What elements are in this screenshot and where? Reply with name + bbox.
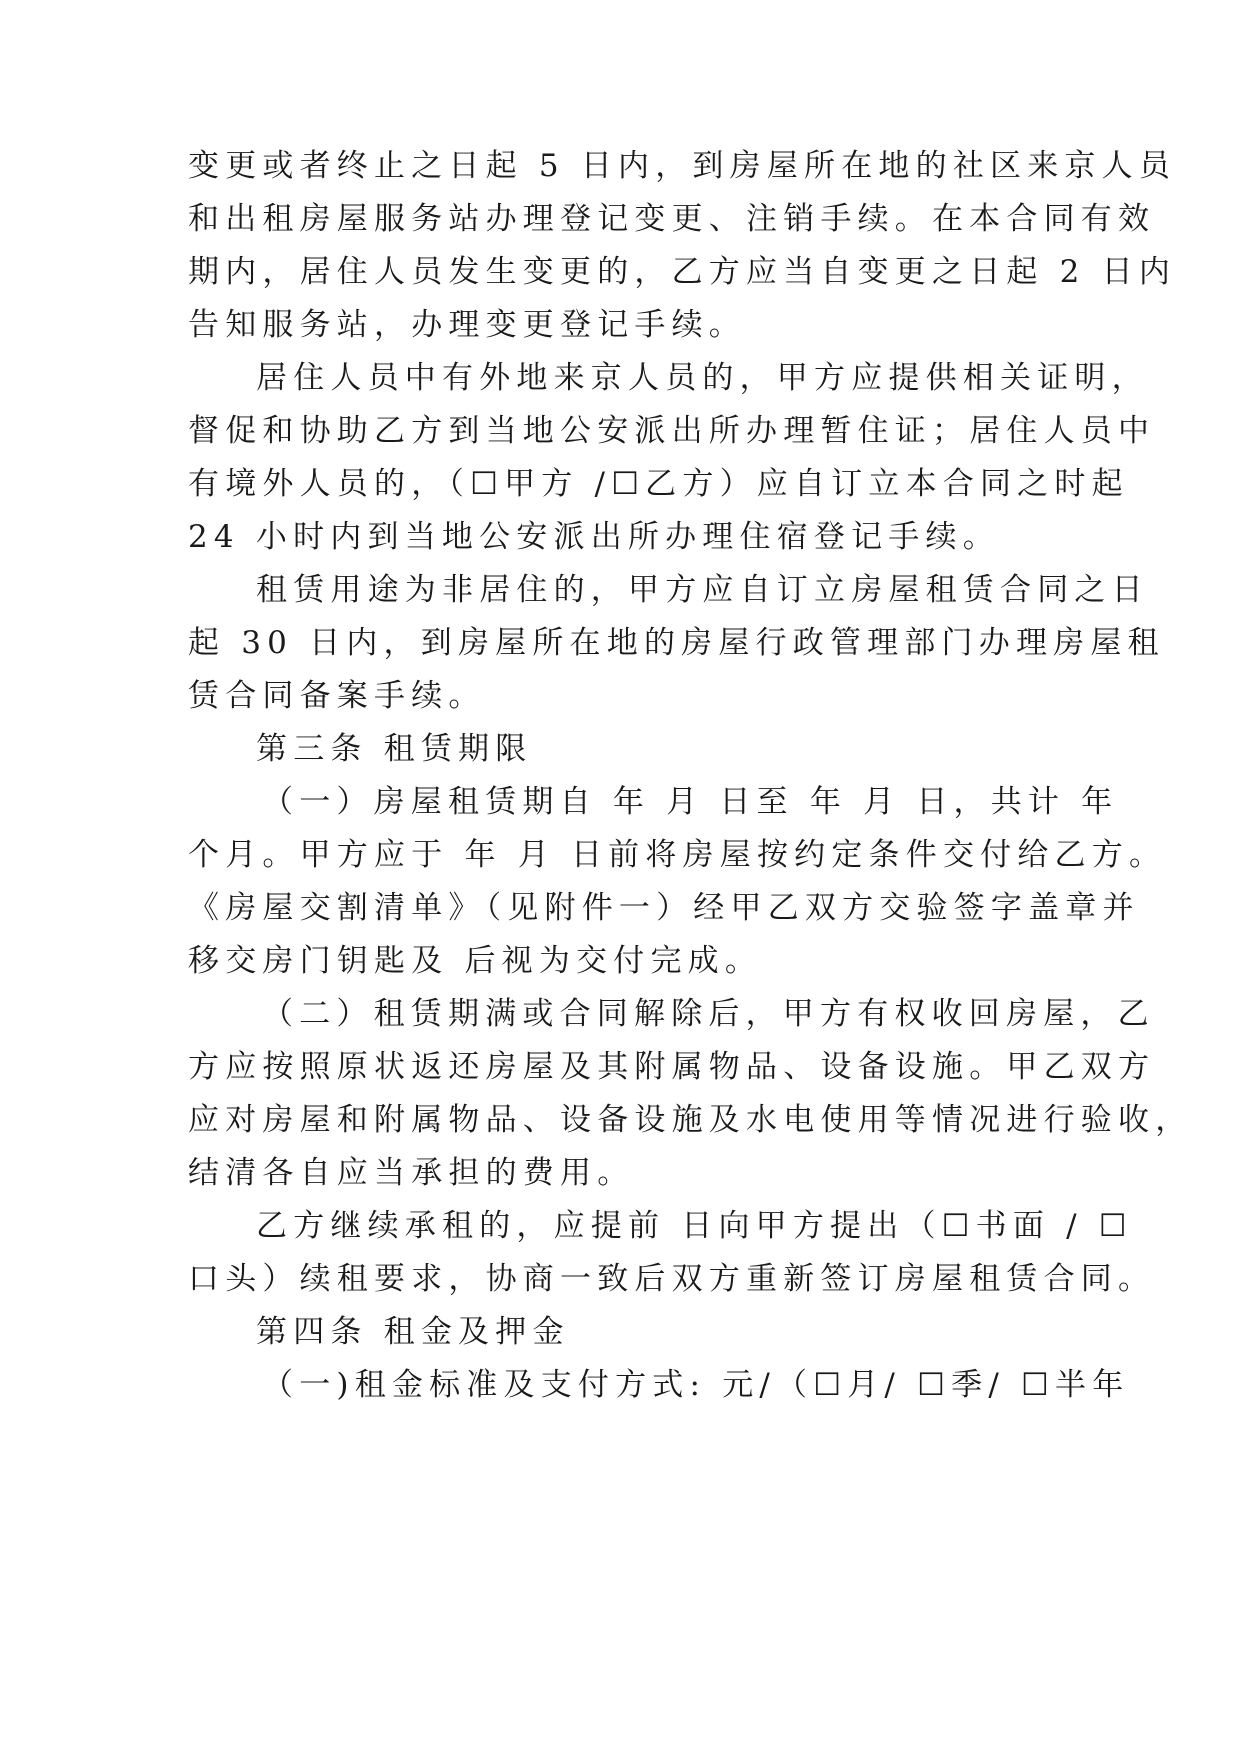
paragraph-line: 移交房门钥匙及 后视为交付完成。 [188,943,763,979]
paragraph-line: （二）租赁期满或合同解除后，甲方有权收回房屋，乙 [262,996,1155,1032]
paragraph-line: 居住人员中有外地来京人员的，甲方应提供相关证明， [256,360,1149,396]
paragraph-line: 《房屋交割清单》（见附件一）经甲乙双方交验签字盖章并 [188,890,1140,926]
paragraph-line: 方应按照原状返还房屋及其附属物品、设备设施。甲乙双方 [188,1049,1156,1085]
paragraph-line: 和出租房屋服务站办理登记变更、注销手续。在本合同有效 [188,201,1156,237]
paragraph-line: （一)租金标准及支付方式: 元/（☐月/ ☐季/ ☐半年 [262,1367,1130,1403]
paragraph-line: 变更或者终止之日起 5 日内，到房屋所在地的社区来京人员 [188,148,1177,184]
paragraph-line: 期内，居住人员发生变更的，乙方应当自变更之日起 2 日内 [188,254,1177,290]
paragraph-line: 赁合同备案手续。 [188,678,486,714]
paragraph-line: 乙方继续承租的，应提前 日向甲方提出（☐书面 / ☐ [256,1208,1133,1244]
paragraph-line: 督促和协助乙方到当地公安派出所办理暂住证；居住人员中 [188,413,1156,449]
paragraph-line: 24 小时内到当地公安派出所办理住宿登记手续。 [188,519,1000,555]
paragraph-line: （一）房屋租赁期自 年 月 日至 年 月 日，共计 年 [262,784,1119,820]
paragraph-line: 租赁用途为非居住的，甲方应自订立房屋租赁合同之日 [256,572,1149,608]
paragraph-line: 口头）续租要求，协商一致后双方重新签订房屋租赁合同。 [188,1261,1156,1297]
paragraph-line: 个月。甲方应于 年 月 日前将房屋按约定条件交付给乙方。 [188,837,1167,873]
paragraph-line: 应对房屋和附属物品、设备设施及水电使用等情况进行验收， [188,1102,1193,1138]
paragraph-line: 有境外人员的，（☐甲方 /☐乙方）应自订立本合同之时起 [188,466,1129,502]
paragraph-line: 结清各自应当承担的费用。 [188,1155,635,1191]
paragraph-line: 起 30 日内，到房屋所在地的房屋行政管理部门办理房屋租 [188,625,1165,661]
section-heading: 第四条 租金及押金 [256,1314,570,1350]
paragraph-line: 告知服务站，办理变更登记手续。 [188,307,746,343]
section-heading: 第三条 租赁期限 [256,731,533,767]
